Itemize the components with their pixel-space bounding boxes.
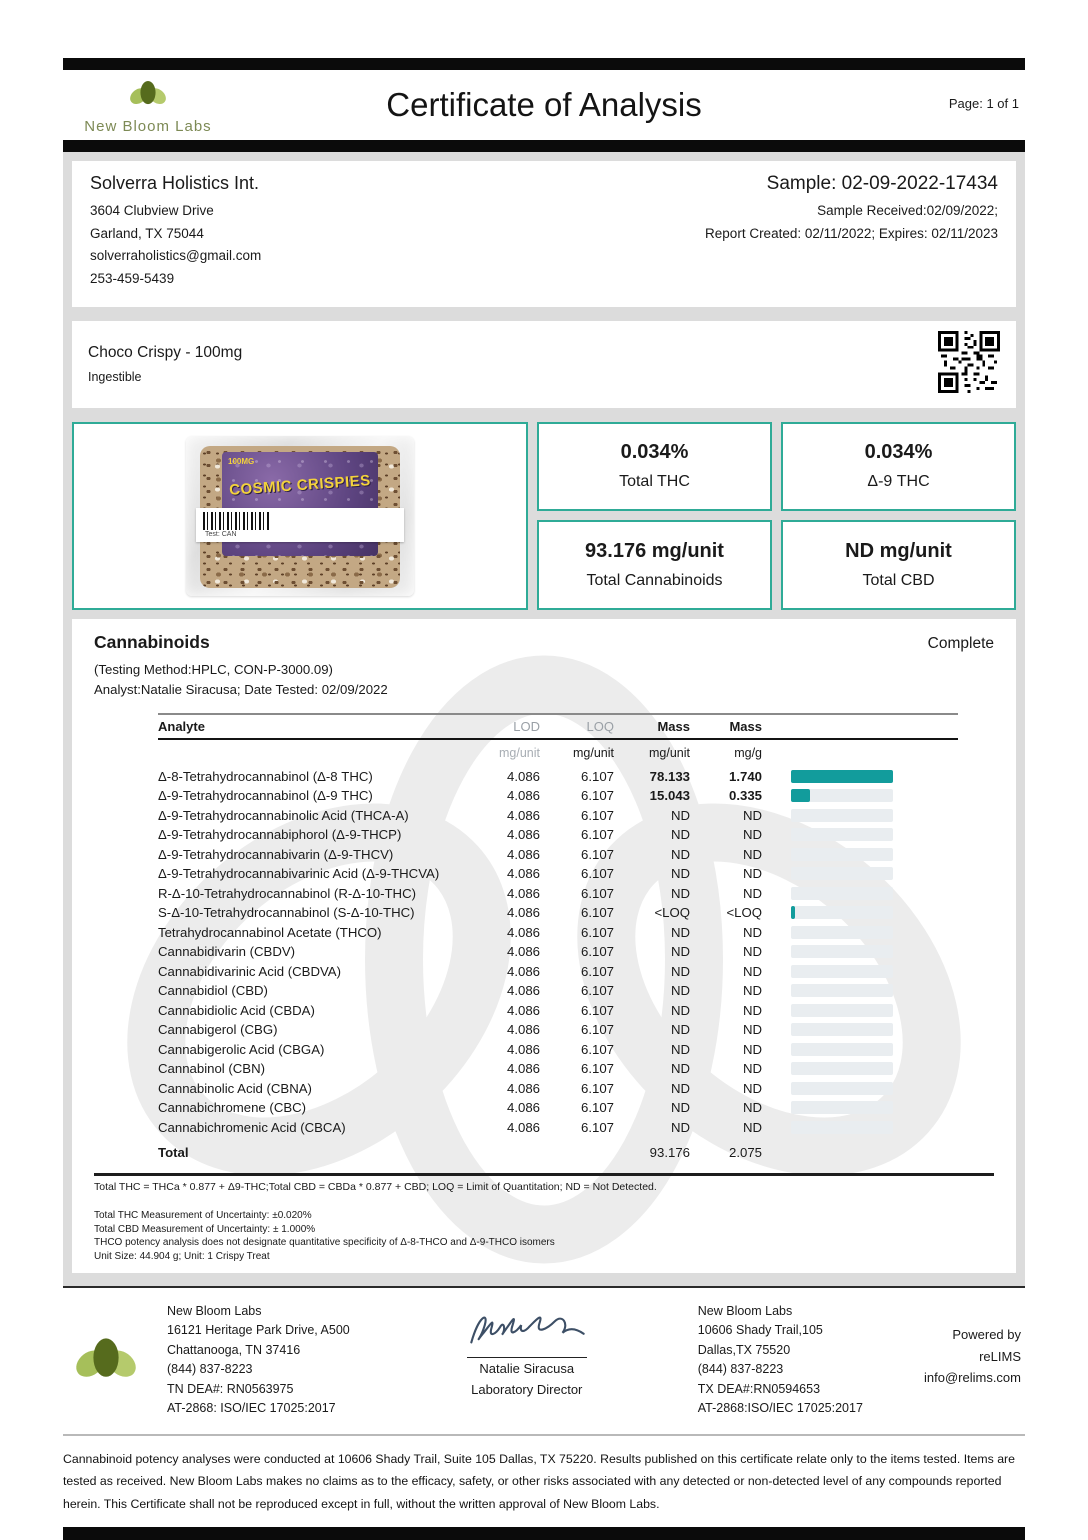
document-footer [63, 1286, 1025, 1436]
lab-address-line: New Bloom Labs [697, 1304, 793, 1319]
barcode-icon [203, 512, 269, 530]
analyte-name: Cannabichromenic Acid (CBCA) [158, 1119, 346, 1135]
mass-bar-track [791, 984, 893, 997]
loq-value: 6.107 [580, 1119, 614, 1135]
mass-bar-track [791, 1062, 893, 1075]
table-row [158, 1079, 958, 1099]
client-name: Solverra Holistics Int. [90, 173, 260, 193]
lab-address-tx [698, 1302, 863, 1418]
mass-bar-cell [762, 848, 958, 861]
mass-bar-cell [762, 1062, 958, 1075]
certificate-of-analysis-page [0, 58, 1088, 1511]
mass-g-value: ND [742, 846, 762, 862]
lab-address-line: New Bloom Labs [167, 1304, 262, 1319]
loq-value: 6.107 [580, 983, 614, 999]
mass-unit-value: ND [670, 1041, 690, 1057]
stat-boxes [537, 422, 1016, 610]
lod-value: 4.086 [506, 983, 540, 999]
signature-block [422, 1302, 632, 1418]
mass-unit-value: ND [670, 963, 690, 979]
product-name: Choco Crispy - 100mg [88, 344, 243, 362]
lab-logo-text: New Bloom Labs [84, 117, 212, 135]
mass-g-value: ND [742, 963, 762, 979]
analyte-name: S-Δ-10-Tetrahydrocannabinol (S-Δ-10-THC) [158, 905, 415, 921]
d9-thc-value: 0.034% [864, 441, 933, 464]
table-row [158, 1118, 958, 1138]
analyte-name: Cannabigerolic Acid (CBGA) [158, 1041, 325, 1057]
mass-bar-track [791, 906, 893, 919]
table-row [158, 1059, 958, 1079]
mass-g-value: ND [742, 1002, 762, 1018]
table-row [158, 786, 958, 806]
analyte-name: Cannabinolic Acid (CBNA) [158, 1080, 312, 1096]
analyte-name: Cannabigerol (CBG) [158, 1022, 278, 1038]
lab-address-line: (844) 837-8223 [697, 1362, 784, 1377]
table-row [158, 1040, 958, 1060]
barcode-sticker [196, 508, 404, 542]
analyst-line: Analyst:Natalie Siracusa; Date Tested: 02/09/2022 [94, 682, 388, 698]
sample-id: Sample: 02-09-2022-17434 [766, 173, 998, 194]
table-row [158, 864, 958, 884]
signature-image [457, 1339, 597, 1356]
product-photo-box [72, 422, 528, 610]
testing-method: (Testing Method:HPLC, CON-P-3000.09) [94, 661, 333, 677]
total-cannabinoids-label: Total Cannabinoids [586, 571, 723, 589]
client-address-line: 3604 Clubview Drive [90, 203, 214, 218]
mass-bar-fill [791, 789, 810, 802]
analyte-name: Δ-9-Tetrahydrocannabiphorol (Δ-9-THCP) [158, 827, 402, 843]
lod-value: 4.086 [506, 866, 540, 882]
mass-g-value: ND [742, 924, 762, 940]
document-title: Certificate of Analysis [386, 86, 702, 123]
footer-bloom-leaf-icon [67, 1302, 145, 1418]
document-header [63, 70, 1025, 140]
mass-bar-cell [762, 867, 958, 880]
mass-bar-track [791, 965, 893, 978]
mass-bar-cell [762, 887, 958, 900]
lab-address-tn [167, 1302, 350, 1418]
lab-address-line: (844) 837-8223 [167, 1362, 253, 1377]
lab-address-line: TN DEA#: RN0563975 [167, 1381, 294, 1396]
lod-value: 4.086 [506, 905, 540, 921]
footnote-line: Total THC Measurement of Uncertainty: ±0.020% [94, 1210, 312, 1222]
mass-g-value: ND [742, 1041, 762, 1057]
stat-total-cbd [781, 520, 1016, 610]
analyte-name: Cannabidivarin (CBDV) [158, 944, 296, 960]
mass-bar-track [791, 1101, 893, 1114]
powered-by-line: info@relims.com [924, 1369, 1021, 1385]
results-summary [72, 422, 1016, 610]
analyte-name: R-Δ-10-Tetrahydrocannabinol (R-Δ-10-THC) [158, 885, 416, 901]
unit-lod: mg/unit [499, 746, 540, 761]
mass-unit-value: ND [670, 1022, 690, 1038]
mass-bar-track [791, 1082, 893, 1095]
analyte-name: Δ-9-Tetrahydrocannabinol (Δ-9 THC) [158, 788, 373, 804]
document-body [63, 152, 1025, 1286]
section-title: Cannabinoids [94, 631, 210, 652]
footnote-line: Total CBD Measurement of Uncertainty: ± 1.000% [94, 1223, 316, 1235]
mass-bar-track [791, 926, 893, 939]
mass-bar-cell [762, 965, 958, 978]
table-row [158, 884, 958, 904]
mass-bar-cell [762, 926, 958, 939]
lab-address-line: AT-2868: ISO/IEC 17025:2017 [167, 1400, 336, 1415]
lab-address-line: TX DEA#:RN0594653 [697, 1381, 821, 1396]
stat-total-thc [537, 422, 772, 512]
loq-value: 6.107 [580, 944, 614, 960]
lod-value: 4.086 [506, 1061, 540, 1077]
unit-mass-g: mg/g [734, 746, 762, 761]
table-row [158, 903, 958, 923]
d9-thc-label: Δ-9 THC [867, 473, 930, 491]
analyte-name: Δ-9-Tetrahydrocannabinolic Acid (THCA-A) [158, 807, 409, 823]
client-address-line: 253-459-5439 [90, 271, 175, 287]
table-row [158, 806, 958, 826]
analyte-name: Cannabichromene (CBC) [158, 1100, 307, 1116]
mass-unit-value: ND [670, 827, 690, 843]
table-row [158, 1098, 958, 1118]
mass-unit-value: 78.133 [649, 768, 690, 784]
mass-unit-value: ND [670, 846, 690, 862]
analyte-name: Δ-9-Tetrahydrocannabivarin (Δ-9-THCV) [158, 846, 394, 862]
col-lod: LOD [513, 718, 540, 734]
table-total-row [158, 1140, 958, 1164]
mass-unit-value: ND [670, 983, 690, 999]
signature-rule [467, 1357, 587, 1358]
table-row [158, 923, 958, 943]
sample-date-lines [705, 200, 998, 245]
mass-g-value: ND [742, 827, 762, 843]
table-row [158, 825, 958, 845]
mass-bar-cell [762, 906, 958, 919]
stat-d9-thc [781, 422, 1016, 512]
loq-value: 6.107 [580, 1080, 614, 1096]
lod-value: 4.086 [506, 1100, 540, 1116]
mass-bar-cell [762, 1082, 958, 1095]
powered-by-line: reLIMS [979, 1348, 1021, 1364]
analyte-name: Tetrahydrocannabinol Acetate (THCO) [158, 924, 382, 940]
table-body [158, 767, 958, 1138]
mass-bar-cell [762, 1043, 958, 1056]
total-label: Total [158, 1144, 189, 1160]
lod-value: 4.086 [506, 963, 540, 979]
footnote-formula: Total THC = THCa * 0.877 + Δ9-THC;Total CBD = CBDa * 0.877 + CBD; LOQ = Limit of Quantitation; ND = Not Detected. [94, 1181, 657, 1194]
table-bottom-rule [94, 1173, 994, 1176]
unit-mass-unit: mg/unit [649, 746, 690, 761]
mass-g-value: <LOQ [726, 905, 762, 921]
mass-bar-track [791, 1004, 893, 1017]
analyte-name: Cannabinol (CBN) [158, 1061, 266, 1077]
sample-info [705, 173, 998, 291]
product-type: Ingestible [88, 370, 142, 385]
lod-value: 4.086 [506, 885, 540, 901]
lod-value: 4.086 [506, 827, 540, 843]
mass-unit-value: ND [670, 885, 690, 901]
mass-bar-cell [762, 984, 958, 997]
table-units-row [158, 740, 958, 767]
label-title-text: COSMIC CRISPIES [228, 471, 372, 499]
lab-address-line: AT-2868:ISO/IEC 17025:2017 [697, 1400, 863, 1415]
mass-unit-value: <LOQ [654, 905, 690, 921]
mass-g-value: ND [742, 866, 762, 882]
mass-bar-fill [791, 906, 795, 919]
table-row [158, 767, 958, 787]
product-photo [186, 436, 414, 596]
powered-by-block [924, 1302, 1021, 1418]
total-cbd-value: ND mg/unit [845, 539, 952, 562]
top-rule-bar [63, 58, 1025, 70]
mass-bar-cell [762, 809, 958, 822]
lod-value: 4.086 [506, 1002, 540, 1018]
mass-g-value: ND [742, 1119, 762, 1135]
footnote-line: THCO potency analysis does not designate quantitative specificity of Δ-8-THCO and Δ-9-THCO isomers [94, 1237, 555, 1249]
loq-value: 6.107 [580, 866, 614, 882]
lod-value: 4.086 [506, 788, 540, 804]
client-address-lines [90, 200, 261, 291]
mass-g-value: ND [742, 807, 762, 823]
mass-bar-track [791, 770, 893, 783]
barcode-caption: Test: CAN [205, 530, 237, 538]
lod-value: 4.086 [506, 1041, 540, 1057]
product-info [88, 344, 242, 384]
mass-unit-value: ND [670, 1002, 690, 1018]
col-analyte: Analyte [158, 718, 205, 734]
stat-total-cannabinoids [537, 520, 772, 610]
mass-bar-track [791, 828, 893, 841]
page-number: Page: 1 of 1 [948, 96, 1019, 111]
loq-value: 6.107 [580, 827, 614, 843]
analyte-name: Cannabidiol (CBD) [158, 983, 268, 999]
powered-by-line: Powered by [952, 1327, 1021, 1343]
mass-bar-track [791, 809, 893, 822]
cannabinoids-table [158, 713, 958, 1165]
mass-g-value: ND [742, 1100, 762, 1116]
table-row [158, 981, 958, 1001]
signatory-name: Natalie Siracusa [479, 1361, 575, 1377]
mass-unit-value: ND [670, 924, 690, 940]
total-mass-unit: 93.176 [649, 1144, 690, 1160]
loq-value: 6.107 [580, 788, 614, 804]
table-row [158, 942, 958, 962]
table-header-row [158, 713, 958, 740]
loq-value: 6.107 [580, 1100, 614, 1116]
mass-bar-cell [762, 1023, 958, 1036]
mass-bar-track [791, 867, 893, 880]
table-row [158, 845, 958, 865]
mass-bar-cell [762, 1101, 958, 1114]
lod-value: 4.086 [506, 1119, 540, 1135]
mass-bar-track [791, 848, 893, 861]
analyte-name: Cannabidivarinic Acid (CBDVA) [158, 963, 341, 979]
mass-bar-cell [762, 1004, 958, 1017]
sample-date-line: Report Created: 02/11/2022; Expires: 02/11/2023 [705, 225, 998, 241]
client-sample-card [72, 161, 1016, 307]
mass-unit-value: ND [670, 1119, 690, 1135]
lod-value: 4.086 [506, 1022, 540, 1038]
mass-g-value: ND [742, 1080, 762, 1096]
table-row [158, 1020, 958, 1040]
lod-value: 4.086 [506, 944, 540, 960]
lod-value: 4.086 [506, 807, 540, 823]
mass-unit-value: ND [670, 807, 690, 823]
mass-g-value: ND [742, 983, 762, 999]
loq-value: 6.107 [580, 1041, 614, 1057]
client-info [90, 173, 261, 291]
col-mass-unit: Mass [657, 718, 690, 734]
sample-date-line: Sample Received:02/09/2022; [817, 203, 998, 218]
cannabinoids-section [72, 619, 1016, 1273]
lab-address-line: Chattanooga, TN 37416 [167, 1342, 301, 1357]
col-mass-g: Mass [729, 718, 762, 734]
client-address-line: solverraholistics@gmail.com [90, 248, 262, 264]
mass-bar-cell [762, 770, 958, 783]
unit-loq: mg/unit [573, 746, 614, 761]
loq-value: 6.107 [580, 807, 614, 823]
section-status: Complete [927, 634, 994, 652]
analyte-name: Cannabidiolic Acid (CBDA) [158, 1002, 315, 1018]
mass-bar-cell [762, 945, 958, 958]
bottom-rule-bar [63, 1527, 1025, 1540]
total-thc-label: Total THC [619, 473, 690, 491]
col-loq: LOQ [586, 718, 614, 734]
mass-unit-value: ND [670, 866, 690, 882]
loq-value: 6.107 [580, 846, 614, 862]
total-mass-g: 2.075 [728, 1144, 762, 1160]
mass-g-value: 1.740 [728, 768, 762, 784]
qr-code [938, 331, 1000, 398]
loq-value: 6.107 [580, 905, 614, 921]
lod-value: 4.086 [506, 846, 540, 862]
footnotes [94, 1209, 994, 1263]
mass-unit-value: 15.043 [649, 788, 690, 804]
mass-bar-fill [791, 770, 893, 783]
mass-bar-track [791, 945, 893, 958]
loq-value: 6.107 [580, 1061, 614, 1077]
lod-value: 4.086 [506, 1080, 540, 1096]
total-cannabinoids-value: 93.176 mg/unit [585, 539, 724, 562]
loq-value: 6.107 [580, 924, 614, 940]
mass-g-value: ND [742, 1061, 762, 1077]
lab-address-line: 10606 Shady Trail,105 [697, 1323, 823, 1338]
mass-g-value: 0.335 [728, 788, 762, 804]
mass-unit-value: ND [670, 1080, 690, 1096]
table-row [158, 1001, 958, 1021]
total-thc-value: 0.034% [620, 441, 689, 464]
lod-value: 4.086 [506, 924, 540, 940]
label-mg-text: 100MG [228, 456, 255, 466]
footnote-line: Unit Size: 44.904 g; Unit: 1 Crispy Treat [94, 1250, 270, 1262]
mass-g-value: ND [742, 1022, 762, 1038]
mass-bar-track [791, 887, 893, 900]
analyte-name: Δ-8-Tetrahydrocannabinol (Δ-8 THC) [158, 768, 373, 784]
mass-unit-value: ND [670, 1061, 690, 1077]
table-row [158, 962, 958, 982]
mass-g-value: ND [742, 944, 762, 960]
mass-g-value: ND [742, 885, 762, 901]
loq-value: 6.107 [580, 963, 614, 979]
mass-bar-cell [762, 1121, 958, 1134]
mass-unit-value: ND [670, 1100, 690, 1116]
analyte-name: Δ-9-Tetrahydrocannabivarinic Acid (Δ-9-THCVA) [158, 866, 440, 882]
lab-address-line: 16121 Heritage Park Drive, A500 [167, 1323, 350, 1338]
mass-bar-cell [762, 789, 958, 802]
total-cbd-label: Total CBD [862, 571, 935, 589]
loq-value: 6.107 [580, 768, 614, 784]
signatory-title: Laboratory Director [471, 1382, 583, 1398]
loq-value: 6.107 [580, 1022, 614, 1038]
mass-bar-track [791, 789, 893, 802]
legal-disclaimer: Cannabinoid potency analyses were conducted at 10606 Shady Trail, Suite 105 Dallas, TX 75220. Results published on this certificate relate only to the items tested. Items are tested as received. New Bloom Labs makes no claims as to the efficacy, safety, or other risks associated with any detected or non-detected level of any compounds reported herein. This Certificate shall not be reproduced except in full, without the written approval of New Bloom Labs. [63, 1452, 1015, 1511]
mass-bar-track [791, 1121, 893, 1134]
mass-bar-cell [762, 828, 958, 841]
mass-bar-track [791, 1023, 893, 1036]
client-address-line: Garland, TX 75044 [90, 225, 204, 241]
mass-bar-track [791, 1043, 893, 1056]
lab-address-line: Dallas,TX 75520 [697, 1342, 791, 1357]
loq-value: 6.107 [580, 885, 614, 901]
mass-unit-value: ND [670, 944, 690, 960]
lod-value: 4.086 [506, 768, 540, 784]
product-card [72, 321, 1016, 408]
loq-value: 6.107 [580, 1002, 614, 1018]
header-rule-bar [63, 140, 1025, 152]
